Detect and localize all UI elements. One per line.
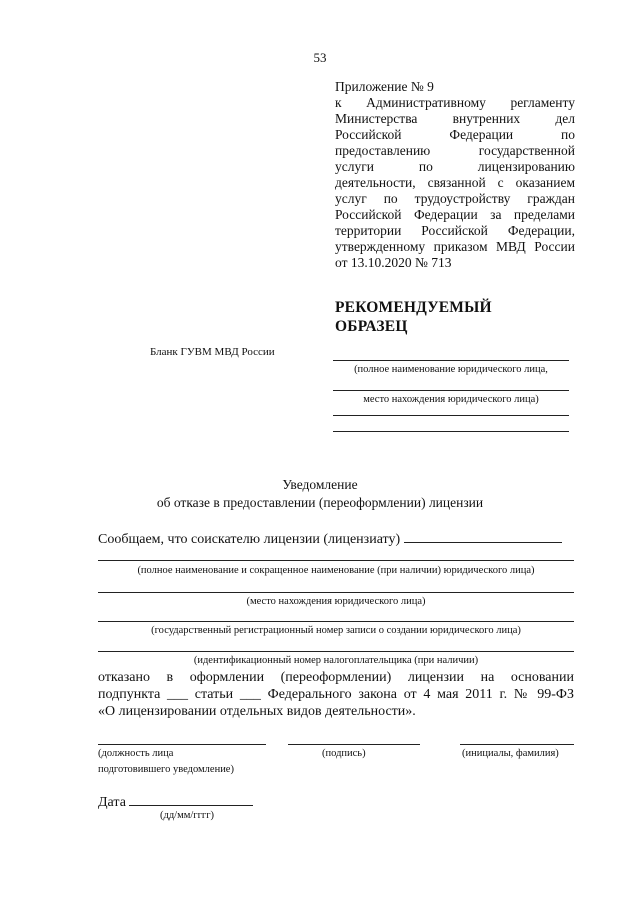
appendix-block	[335, 79, 575, 271]
appendix-line: услуг по трудоустройству граждан	[335, 191, 575, 206]
initials-caption: (инициалы, фамилия)	[462, 748, 559, 759]
org-address-line	[333, 390, 569, 391]
message-intro: Сообщаем, что соискателю лицензии (лицензиату)	[98, 532, 401, 547]
date-field	[129, 793, 253, 806]
position-line	[98, 744, 266, 745]
appendix-line: деятельности, связанной с оказанием	[335, 175, 575, 190]
signature-caption: (подпись)	[322, 748, 366, 759]
field-caption-inn: (идентификационный номер налогоплательщика (при наличии)	[193, 655, 479, 666]
page-number: 53	[313, 50, 327, 65]
appendix-line: территории Российской Федерации,	[335, 223, 575, 238]
field-line	[98, 651, 574, 652]
appendix-title: Приложение № 9	[335, 79, 434, 94]
message-intro-row	[98, 530, 574, 548]
initials-line	[460, 744, 574, 745]
appendix-line: утвержденному приказом МВД России	[335, 239, 575, 254]
refusal-line3: «О лицензировании отдельных видов деятельности».	[98, 704, 416, 719]
org-name-caption: (полное наименование юридического лица,	[354, 364, 548, 375]
refusal-text	[98, 669, 574, 720]
field-line	[98, 592, 574, 593]
appendix-line: Российской Федерации за пределами	[335, 207, 575, 222]
recommended-line2: ОБРАЗЕЦ	[335, 318, 408, 335]
date-label: Дата	[98, 795, 126, 810]
field-caption-ogrn: (государственный регистрационный номер записи о создании юридического лица)	[151, 625, 521, 636]
notice-title: Уведомление	[282, 477, 358, 492]
field-caption-fullname: (полное наименование и сокращенное наименование (при наличии) юридического лица)	[137, 565, 535, 576]
appendix-line: Министерства внутренних дел	[335, 111, 575, 126]
appendix-line: Российской Федерации по	[335, 127, 575, 142]
signature-line	[288, 744, 420, 745]
date-format-caption: (дд/мм/гггг)	[160, 810, 215, 821]
notice-subtitle: об отказе в предоставлении (переоформлении) лицензии	[156, 495, 484, 510]
refusal-line1: отказано в оформлении (переоформлении) лицензии на основании	[98, 670, 574, 685]
field-line	[98, 621, 574, 622]
extra-line-2	[333, 431, 569, 432]
date-row	[98, 793, 253, 811]
field-line	[98, 560, 574, 561]
recommended-line1: РЕКОМЕНДУЕМЫЙ	[335, 299, 492, 316]
appendix-line: предоставлению государственной	[335, 143, 575, 158]
field-caption-address: (место нахождения юридического лица)	[246, 596, 426, 607]
position-caption-1: (должность лица	[98, 748, 174, 759]
blank-label: Бланк ГУВМ МВД России	[150, 346, 275, 358]
position-caption-2: подготовившего уведомление)	[98, 764, 234, 775]
org-name-line	[333, 360, 569, 361]
licensee-name-field	[404, 530, 562, 543]
appendix-last-line: от 13.10.2020 № 713	[335, 255, 452, 270]
org-address-caption: место нахождения юридического лица)	[363, 394, 539, 405]
appendix-line: к Административному регламенту	[335, 95, 575, 110]
recommended-sample-label	[335, 298, 492, 336]
extra-line-1	[333, 415, 569, 416]
appendix-line: услуги по лицензированию	[335, 159, 575, 174]
refusal-line2: подпункта ___ статьи ___ Федерального закона от 4 мая 2011 г. № 99-ФЗ	[98, 687, 574, 702]
